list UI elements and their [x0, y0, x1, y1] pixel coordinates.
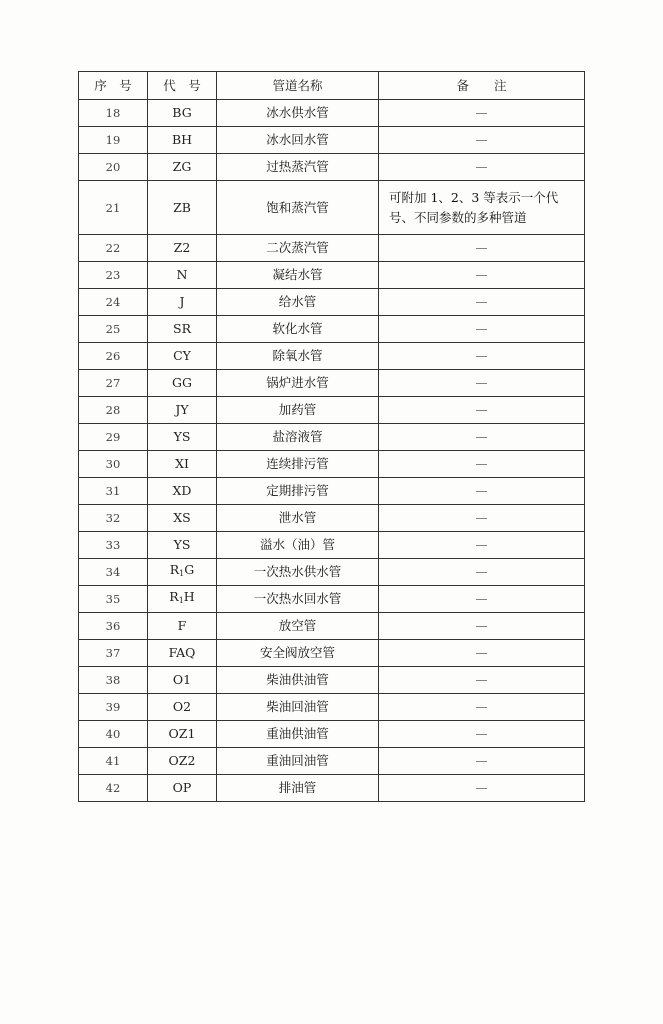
row-note: — — [379, 127, 585, 154]
table-row — [79, 478, 585, 505]
pipe-code-table — [78, 71, 585, 802]
header-code: 代 号 — [148, 72, 217, 100]
row-number: 39 — [79, 694, 148, 721]
row-code: SR — [148, 316, 217, 343]
table-row — [79, 370, 585, 397]
row-note: — — [379, 775, 585, 802]
row-code: ZG — [148, 154, 217, 181]
table-row — [79, 289, 585, 316]
row-pipe-name: 定期排污管 — [217, 478, 379, 505]
row-code: GG — [148, 370, 217, 397]
row-number: 20 — [79, 154, 148, 181]
row-pipe-name: 盐溶液管 — [217, 424, 379, 451]
row-number: 36 — [79, 613, 148, 640]
table-row — [79, 667, 585, 694]
code-tail: H — [183, 589, 195, 604]
code-main: R — [169, 562, 180, 577]
row-note: — — [379, 532, 585, 559]
header-row — [79, 72, 585, 100]
table-row — [79, 181, 585, 235]
row-note: — — [379, 613, 585, 640]
row-number: 30 — [79, 451, 148, 478]
row-number: 21 — [79, 181, 148, 235]
row-code: N — [148, 262, 217, 289]
row-number: 27 — [79, 370, 148, 397]
row-note: — — [379, 586, 585, 613]
row-pipe-name: 一次热水回水管 — [217, 586, 379, 613]
row-number: 28 — [79, 397, 148, 424]
row-code: XI — [148, 451, 217, 478]
table-row — [79, 559, 585, 586]
row-note: — — [379, 154, 585, 181]
row-note: — — [379, 289, 585, 316]
row-code: O1 — [148, 667, 217, 694]
table-row — [79, 748, 585, 775]
row-note: — — [379, 235, 585, 262]
row-note: — — [379, 370, 585, 397]
row-code — [148, 559, 217, 586]
row-note: — — [379, 505, 585, 532]
row-pipe-name: 放空管 — [217, 613, 379, 640]
row-pipe-name: 软化水管 — [217, 316, 379, 343]
row-number: 24 — [79, 289, 148, 316]
row-pipe-name: 连续排污管 — [217, 451, 379, 478]
table-row — [79, 100, 585, 127]
row-pipe-name: 二次蒸汽管 — [217, 235, 379, 262]
table-body — [79, 100, 585, 802]
row-pipe-name: 过热蒸汽管 — [217, 154, 379, 181]
row-note: — — [379, 721, 585, 748]
table-row — [79, 343, 585, 370]
row-code: YS — [148, 532, 217, 559]
header-note: 备 注 — [379, 72, 585, 100]
row-note: — — [379, 397, 585, 424]
row-pipe-name: 柴油回油管 — [217, 694, 379, 721]
table-row — [79, 127, 585, 154]
row-note: — — [379, 694, 585, 721]
row-code: ZB — [148, 181, 217, 235]
row-number: 35 — [79, 586, 148, 613]
table-row — [79, 694, 585, 721]
table-row — [79, 451, 585, 478]
row-code: CY — [148, 343, 217, 370]
code-main: R — [169, 589, 179, 604]
table-row — [79, 532, 585, 559]
header-seq: 序 号 — [79, 72, 148, 100]
table-row — [79, 640, 585, 667]
row-code: BG — [148, 100, 217, 127]
row-note: — — [379, 100, 585, 127]
row-pipe-name: 加药管 — [217, 397, 379, 424]
code-subscript: 1 — [179, 569, 185, 578]
row-number: 29 — [79, 424, 148, 451]
row-note: — — [379, 640, 585, 667]
row-code — [148, 586, 217, 613]
row-pipe-name: 柴油供油管 — [217, 667, 379, 694]
row-note: — — [379, 748, 585, 775]
row-pipe-name: 饱和蒸汽管 — [217, 181, 379, 235]
code-tail: G — [184, 562, 195, 577]
row-pipe-name: 安全阀放空管 — [217, 640, 379, 667]
row-number: 40 — [79, 721, 148, 748]
row-note: — — [379, 559, 585, 586]
row-code: F — [148, 613, 217, 640]
row-pipe-name: 冰水供水管 — [217, 100, 379, 127]
row-number: 31 — [79, 478, 148, 505]
row-pipe-name: 一次热水供水管 — [217, 559, 379, 586]
row-pipe-name: 排油管 — [217, 775, 379, 802]
header-name: 管道名称 — [217, 72, 379, 100]
row-number: 22 — [79, 235, 148, 262]
row-pipe-name: 重油供油管 — [217, 721, 379, 748]
row-number: 37 — [79, 640, 148, 667]
table-row — [79, 316, 585, 343]
row-pipe-name: 溢水（油）管 — [217, 532, 379, 559]
row-number: 32 — [79, 505, 148, 532]
table-row — [79, 262, 585, 289]
row-note: — — [379, 424, 585, 451]
code-subscript: 1 — [178, 596, 184, 605]
row-number: 23 — [79, 262, 148, 289]
row-pipe-name: 除氧水管 — [217, 343, 379, 370]
row-number: 38 — [79, 667, 148, 694]
row-code: JY — [148, 397, 217, 424]
table-row — [79, 397, 585, 424]
row-pipe-name: 凝结水管 — [217, 262, 379, 289]
row-pipe-name: 冰水回水管 — [217, 127, 379, 154]
row-number: 25 — [79, 316, 148, 343]
row-code: FAQ — [148, 640, 217, 667]
row-code: OZ1 — [148, 721, 217, 748]
row-note: — — [379, 478, 585, 505]
row-code: XS — [148, 505, 217, 532]
row-number: 42 — [79, 775, 148, 802]
table-row — [79, 235, 585, 262]
row-number: 18 — [79, 100, 148, 127]
row-note: — — [379, 451, 585, 478]
row-number: 19 — [79, 127, 148, 154]
row-code: BH — [148, 127, 217, 154]
row-code: Z2 — [148, 235, 217, 262]
row-note: — — [379, 343, 585, 370]
row-number: 26 — [79, 343, 148, 370]
row-code: J — [148, 289, 217, 316]
table-header — [79, 72, 585, 100]
table-row — [79, 775, 585, 802]
row-number: 41 — [79, 748, 148, 775]
row-number: 33 — [79, 532, 148, 559]
table-row — [79, 424, 585, 451]
row-pipe-name: 给水管 — [217, 289, 379, 316]
row-code: OP — [148, 775, 217, 802]
table-row — [79, 154, 585, 181]
table-row — [79, 505, 585, 532]
row-note: — — [379, 262, 585, 289]
row-code: O2 — [148, 694, 217, 721]
row-note: — — [379, 667, 585, 694]
row-pipe-name: 重油回油管 — [217, 748, 379, 775]
row-code: OZ2 — [148, 748, 217, 775]
row-note: — — [379, 316, 585, 343]
table-row — [79, 721, 585, 748]
table-row — [79, 613, 585, 640]
table-row — [79, 586, 585, 613]
row-pipe-name: 锅炉进水管 — [217, 370, 379, 397]
row-note: 可附加 1、2、3 等表示一个代号、不同参数的多种管道 — [379, 181, 585, 235]
row-code: XD — [148, 478, 217, 505]
row-pipe-name: 泄水管 — [217, 505, 379, 532]
row-code: YS — [148, 424, 217, 451]
row-number: 34 — [79, 559, 148, 586]
